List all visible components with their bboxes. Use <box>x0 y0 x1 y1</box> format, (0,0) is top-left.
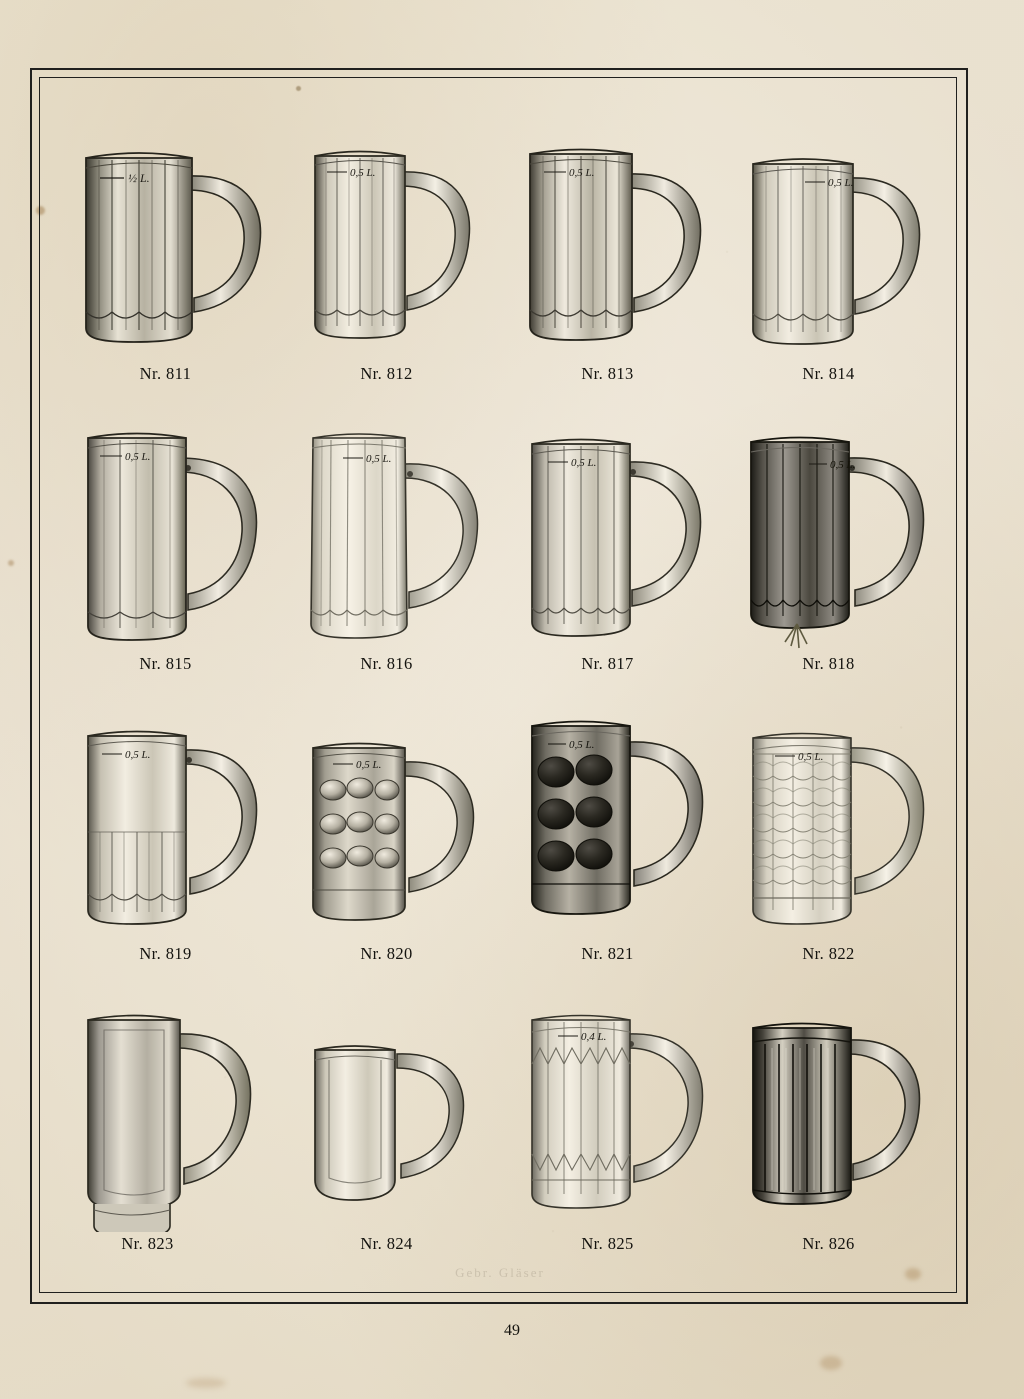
mug-illustration-820 <box>289 714 485 942</box>
plate-item <box>497 970 718 1260</box>
plate-item <box>497 390 718 680</box>
paper-stain <box>8 560 14 566</box>
mug-illustration-818 <box>731 424 927 652</box>
plate-caption: Nr. 824 <box>360 1234 413 1253</box>
svg-text:0,5 L.: 0,5 L. <box>568 739 594 751</box>
svg-text:0,5 L.: 0,5 L. <box>570 457 596 469</box>
plate-item <box>497 680 718 970</box>
mug-illustration-821 <box>510 714 706 942</box>
plate-caption: Nr. 819 <box>139 944 192 963</box>
plate-caption: Nr. 812 <box>360 364 413 383</box>
svg-text:0,5 L.: 0,5 L. <box>124 749 150 761</box>
plate-caption: Nr. 817 <box>581 654 634 673</box>
svg-text:0,5 L.: 0,5 L. <box>797 751 823 763</box>
plate-item <box>497 100 718 390</box>
page-number: 49 <box>504 1322 520 1339</box>
plate-item <box>276 100 497 390</box>
svg-text:0,5 L.: 0,5 L. <box>124 451 150 463</box>
svg-text:0,4 L.: 0,4 L. <box>580 1031 606 1043</box>
plate-item <box>55 680 276 970</box>
plate-caption: Nr. 818 <box>802 654 855 673</box>
plate-caption: Nr. 825 <box>581 1234 634 1253</box>
paper-stain <box>820 1356 842 1370</box>
plate-item <box>718 390 939 680</box>
plate-caption: Nr. 816 <box>360 654 413 673</box>
svg-text:0,5 L.: 0,5 L. <box>355 759 381 771</box>
show-through-text: Gebr. Gläser <box>455 1265 545 1280</box>
plate-caption: Nr. 826 <box>802 1234 855 1253</box>
mug-illustration-817 <box>510 424 706 652</box>
svg-text:0,5 L.: 0,5 L. <box>349 167 375 179</box>
plate-item <box>55 100 276 390</box>
svg-text:½ L.: ½ L. <box>127 171 150 185</box>
plate-caption: Nr. 811 <box>139 364 192 383</box>
svg-text:0,5 L.: 0,5 L. <box>827 177 853 189</box>
plate-caption: Nr. 814 <box>802 364 855 383</box>
mug-illustration-826 <box>731 1004 927 1232</box>
plate-item <box>718 680 939 970</box>
plate-item <box>718 970 939 1260</box>
plate-item <box>276 680 497 970</box>
mug-illustration-825 <box>510 1004 706 1232</box>
mug-illustration-815 <box>68 424 264 652</box>
mug-illustration-819 <box>68 714 264 942</box>
plate-caption: Nr. 823 <box>121 1234 174 1253</box>
mug-illustration-823 <box>68 1004 264 1232</box>
mug-illustration-812 <box>289 134 485 362</box>
plate-item <box>55 970 276 1260</box>
plate-caption: Nr. 813 <box>581 364 634 383</box>
svg-text:0,5 L.: 0,5 L. <box>829 459 855 471</box>
mug-illustration-814 <box>731 134 927 362</box>
plate-caption: Nr. 820 <box>360 944 413 963</box>
plate-caption: Nr. 821 <box>581 944 634 963</box>
plate-item <box>55 390 276 680</box>
svg-text:0,5 L.: 0,5 L. <box>365 453 391 465</box>
paper-stain <box>186 1378 226 1388</box>
plate-grid <box>55 100 939 1260</box>
svg-text:0,5 L.: 0,5 L. <box>568 167 594 179</box>
mug-illustration-811 <box>68 134 264 362</box>
plate-caption: Nr. 815 <box>139 654 192 673</box>
mug-illustration-813 <box>510 134 706 362</box>
mug-illustration-816 <box>289 424 485 652</box>
mug-illustration-822 <box>731 714 927 942</box>
plate-item <box>276 390 497 680</box>
mug-illustration-824 <box>289 1004 485 1232</box>
plate-item <box>276 970 497 1260</box>
plate-item <box>718 100 939 390</box>
plate-caption: Nr. 822 <box>802 944 855 963</box>
